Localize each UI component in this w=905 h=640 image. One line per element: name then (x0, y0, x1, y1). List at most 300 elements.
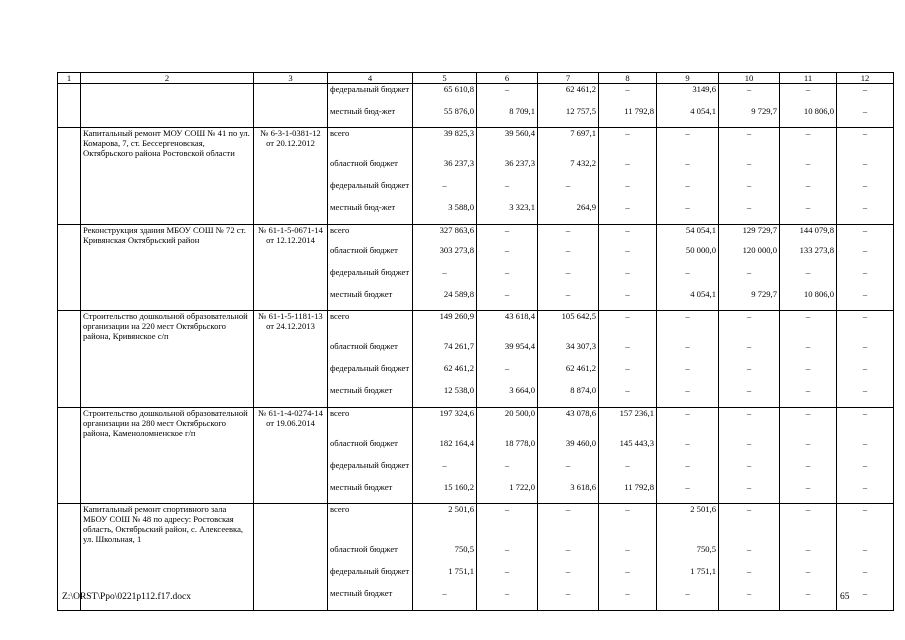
value-cell: – (719, 128, 780, 159)
value-cell: – (837, 385, 894, 407)
value-cell: – (538, 588, 599, 610)
table-row (58, 158, 894, 180)
table-row (58, 385, 894, 407)
value-cell: – (719, 341, 780, 363)
funding-source: областной бюджет (328, 341, 413, 363)
row-number-cell (58, 158, 81, 180)
value-cell: – (837, 84, 894, 106)
row-number-cell (58, 482, 81, 504)
table-row (58, 128, 894, 159)
value-cell: 3 618,6 (538, 482, 599, 504)
value-cell: 1 751,1 (657, 566, 719, 588)
value-cell: 43 078,6 (538, 407, 599, 438)
value-cell: – (719, 311, 780, 342)
funding-source: областной бюджет (328, 544, 413, 566)
value-cell: 7 432,2 (538, 158, 599, 180)
value-cell: – (837, 482, 894, 504)
funding-source: всего (328, 407, 413, 438)
value-cell: 39 954,4 (477, 341, 538, 363)
value-cell: – (477, 363, 538, 385)
document-cell (254, 158, 328, 180)
value-cell: 20 500,0 (477, 407, 538, 438)
value-cell: – (599, 289, 657, 311)
document-cell (254, 106, 328, 128)
value-cell: – (657, 407, 719, 438)
value-cell: – (837, 180, 894, 202)
row-number-cell (58, 566, 81, 588)
object-name-cell: Строительство дошкольной образовательной организации на 280 мест Октябрьского района, Каменоломненское г/п (81, 407, 254, 438)
funding-source: областной бюджет (328, 158, 413, 180)
table-row (58, 566, 894, 588)
value-cell: – (837, 407, 894, 438)
value-cell: – (719, 504, 780, 545)
value-cell: 129 729,7 (719, 224, 780, 245)
value-cell: – (780, 566, 837, 588)
value-cell: – (538, 289, 599, 311)
col-header: 4 (328, 73, 413, 84)
value-cell: – (719, 544, 780, 566)
document-cell (254, 460, 328, 482)
value-cell: – (719, 363, 780, 385)
value-cell: – (599, 566, 657, 588)
value-cell: – (599, 544, 657, 566)
row-number-cell (58, 289, 81, 311)
row-number-cell (58, 544, 81, 566)
value-cell: – (837, 363, 894, 385)
value-cell: – (657, 267, 719, 289)
value-cell: 3 323,1 (477, 202, 538, 224)
value-cell: 3 664,0 (477, 385, 538, 407)
object-name-cell (81, 289, 254, 311)
object-name-cell: Капитальный ремонт МОУ СОШ № 41 по ул. Комарова, 7, ст. Бессергеновская, Октябрьского района Ростовской области (81, 128, 254, 159)
table-row (58, 311, 894, 342)
value-cell: – (538, 180, 599, 202)
value-cell: 120 000,0 (719, 245, 780, 267)
value-cell: – (780, 84, 837, 106)
row-number-cell (58, 385, 81, 407)
row-number-cell (58, 504, 81, 545)
value-cell: – (837, 289, 894, 311)
funding-source: всего (328, 504, 413, 545)
object-name-cell (81, 106, 254, 128)
object-name-cell (81, 180, 254, 202)
page-number: 65 (840, 592, 850, 602)
value-cell: 750,5 (413, 544, 477, 566)
value-cell: – (780, 588, 837, 610)
value-cell: – (780, 544, 837, 566)
value-cell: – (837, 438, 894, 460)
value-cell: – (780, 180, 837, 202)
value-cell: 2 501,6 (413, 504, 477, 545)
value-cell: – (538, 566, 599, 588)
value-cell: 39 560,4 (477, 128, 538, 159)
funding-source: всего (328, 224, 413, 245)
value-cell: – (477, 460, 538, 482)
col-header: 8 (599, 73, 657, 84)
row-number-cell (58, 224, 81, 245)
col-header: 11 (780, 73, 837, 84)
value-cell: – (719, 588, 780, 610)
value-cell: – (599, 385, 657, 407)
document-cell (254, 341, 328, 363)
value-cell: 105 642,5 (538, 311, 599, 342)
value-cell: – (599, 245, 657, 267)
value-cell: – (657, 311, 719, 342)
funding-source: всего (328, 311, 413, 342)
value-cell: – (837, 224, 894, 245)
value-cell: – (538, 460, 599, 482)
value-cell: – (719, 202, 780, 224)
value-cell: 11 792,8 (599, 106, 657, 128)
value-cell: 15 160,2 (413, 482, 477, 504)
value-cell: 197 324,6 (413, 407, 477, 438)
value-cell: 9 729,7 (719, 106, 780, 128)
table-row (58, 363, 894, 385)
row-number-cell (58, 311, 81, 342)
value-cell: – (780, 158, 837, 180)
value-cell: 11 792,8 (599, 482, 657, 504)
value-cell: – (477, 544, 538, 566)
value-cell: 12 757,5 (538, 106, 599, 128)
row-number-cell (58, 407, 81, 438)
value-cell: 62 461,2 (538, 84, 599, 106)
value-cell: – (837, 460, 894, 482)
value-cell: 50 000,0 (657, 245, 719, 267)
table-body (58, 84, 894, 611)
value-cell: – (780, 341, 837, 363)
value-cell: 24 589,8 (413, 289, 477, 311)
value-cell: – (780, 460, 837, 482)
funding-source: местный бюджет (328, 588, 413, 610)
document-cell (254, 202, 328, 224)
value-cell: – (477, 267, 538, 289)
value-cell: – (477, 180, 538, 202)
row-number-cell (58, 202, 81, 224)
object-name-cell: Капитальный ремонт спортивного зала МБОУ СОШ № 48 по адресу: Ростовская область, Октябрьский район, с. Алексеевка, ул. Школьная, 1 (81, 504, 254, 545)
value-cell: 74 261,7 (413, 341, 477, 363)
value-cell: – (657, 180, 719, 202)
object-name-cell (81, 482, 254, 504)
value-cell: – (413, 180, 477, 202)
value-cell: 54 054,1 (657, 224, 719, 245)
col-header: 12 (837, 73, 894, 84)
value-cell: 1 751,1 (413, 566, 477, 588)
value-cell: – (599, 267, 657, 289)
funding-source: всего (328, 128, 413, 159)
value-cell: – (599, 363, 657, 385)
value-cell: 157 236,1 (599, 407, 657, 438)
value-cell: – (413, 267, 477, 289)
value-cell: 36 237,3 (477, 158, 538, 180)
value-cell: – (599, 158, 657, 180)
value-cell: – (837, 566, 894, 588)
col-header: 7 (538, 73, 599, 84)
value-cell: – (837, 544, 894, 566)
document-cell (254, 566, 328, 588)
object-name-cell (81, 84, 254, 106)
row-number-cell (58, 128, 81, 159)
value-cell: 18 778,0 (477, 438, 538, 460)
document-cell (254, 180, 328, 202)
table-row (58, 202, 894, 224)
table-row (58, 407, 894, 438)
value-cell: – (719, 158, 780, 180)
document-cell (254, 289, 328, 311)
value-cell: – (657, 438, 719, 460)
value-cell: – (599, 460, 657, 482)
value-cell: 133 273,8 (780, 245, 837, 267)
value-cell: – (477, 289, 538, 311)
document-cell (254, 504, 328, 545)
col-header: 10 (719, 73, 780, 84)
value-cell: – (599, 128, 657, 159)
value-cell: – (780, 504, 837, 545)
document-cell: № 6-3-1-0381-12 от 20.12.2012 (254, 128, 328, 159)
value-cell: – (719, 460, 780, 482)
document-cell (254, 385, 328, 407)
value-cell: – (477, 566, 538, 588)
column-number-row (58, 73, 894, 84)
document-cell (254, 588, 328, 610)
value-cell: – (780, 385, 837, 407)
value-cell: – (780, 482, 837, 504)
value-cell: 3149,6 (657, 84, 719, 106)
value-cell: 39 825,3 (413, 128, 477, 159)
row-number-cell (58, 267, 81, 289)
funding-source: местный бюджет (328, 482, 413, 504)
value-cell: – (538, 544, 599, 566)
document-cell: № 61-1-5-1181-13 от 24.12.2013 (254, 311, 328, 342)
funding-source: местный бюджет (328, 385, 413, 407)
document-cell (254, 245, 328, 267)
value-cell: – (657, 128, 719, 159)
object-name-cell (81, 267, 254, 289)
value-cell: 12 538,0 (413, 385, 477, 407)
table-row (58, 224, 894, 245)
object-name-cell (81, 460, 254, 482)
object-name-cell (81, 363, 254, 385)
value-cell: – (657, 460, 719, 482)
funding-source: местный бюд-жет (328, 106, 413, 128)
value-cell: – (599, 224, 657, 245)
value-cell: 34 307,3 (538, 341, 599, 363)
object-name-cell (81, 438, 254, 460)
value-cell: – (719, 267, 780, 289)
value-cell: – (599, 84, 657, 106)
object-name-cell (81, 202, 254, 224)
value-cell: – (837, 158, 894, 180)
value-cell: – (837, 588, 894, 610)
value-cell: – (719, 180, 780, 202)
value-cell: – (657, 158, 719, 180)
file-path: Z:\ORST\Ppo\0221p112.f17.docx (62, 592, 191, 602)
value-cell: – (477, 84, 538, 106)
value-cell: – (780, 363, 837, 385)
value-cell: 145 443,3 (599, 438, 657, 460)
value-cell: – (538, 245, 599, 267)
value-cell: 55 876,0 (413, 106, 477, 128)
value-cell: – (599, 311, 657, 342)
value-cell: – (657, 202, 719, 224)
value-cell: – (538, 504, 599, 545)
value-cell: 62 461,2 (413, 363, 477, 385)
value-cell: – (719, 84, 780, 106)
value-cell: 2 501,6 (657, 504, 719, 545)
row-number-cell (58, 460, 81, 482)
row-number-cell (58, 341, 81, 363)
value-cell: – (477, 588, 538, 610)
document-cell (254, 544, 328, 566)
value-cell: 10 806,0 (780, 106, 837, 128)
value-cell: 39 460,0 (538, 438, 599, 460)
value-cell: – (780, 202, 837, 224)
value-cell: 327 863,6 (413, 224, 477, 245)
value-cell: – (599, 341, 657, 363)
col-header: 3 (254, 73, 328, 84)
document-cell: № 61-1-5-0671-14 от 12.12.2014 (254, 224, 328, 245)
table-row (58, 544, 894, 566)
funding-source: федеральный бюджет (328, 363, 413, 385)
value-cell: 264,9 (538, 202, 599, 224)
value-cell: – (538, 224, 599, 245)
table-row (58, 438, 894, 460)
row-number-cell (58, 84, 81, 106)
value-cell: 4 054,1 (657, 289, 719, 311)
col-header: 1 (58, 73, 81, 84)
value-cell: 10 806,0 (780, 289, 837, 311)
funding-source: федеральный бюджет (328, 180, 413, 202)
value-cell: – (780, 407, 837, 438)
value-cell: – (780, 267, 837, 289)
value-cell: 8 709,1 (477, 106, 538, 128)
object-name-cell (81, 341, 254, 363)
value-cell: – (837, 106, 894, 128)
value-cell: – (780, 438, 837, 460)
object-name-cell (81, 566, 254, 588)
value-cell: – (780, 128, 837, 159)
value-cell: 1 722,0 (477, 482, 538, 504)
table-row (58, 84, 894, 106)
table-row (58, 267, 894, 289)
table-row (58, 341, 894, 363)
funding-source: федеральный бюджет (328, 267, 413, 289)
value-cell: – (657, 363, 719, 385)
row-number-cell (58, 245, 81, 267)
value-cell: 4 054,1 (657, 106, 719, 128)
object-name-cell (81, 385, 254, 407)
funding-source: федеральный бюджет (328, 566, 413, 588)
row-number-cell (58, 363, 81, 385)
value-cell: – (837, 504, 894, 545)
value-cell: – (719, 482, 780, 504)
col-header: 9 (657, 73, 719, 84)
value-cell: – (837, 202, 894, 224)
value-cell: 7 697,1 (538, 128, 599, 159)
value-cell: 43 618,4 (477, 311, 538, 342)
value-cell: 750,5 (657, 544, 719, 566)
value-cell: 65 610,8 (413, 84, 477, 106)
object-name-cell (81, 544, 254, 566)
funding-source: местный бюджет (328, 289, 413, 311)
value-cell: – (657, 341, 719, 363)
value-cell: – (837, 341, 894, 363)
value-cell: – (477, 224, 538, 245)
object-name-cell: Строительство дошкольной образовательной организации на 220 мест Октябрьского района, Кривянское с/п (81, 311, 254, 342)
table-row (58, 180, 894, 202)
value-cell: – (413, 588, 477, 610)
budget-table (57, 72, 894, 611)
object-name-cell (81, 158, 254, 180)
value-cell: – (413, 460, 477, 482)
value-cell: – (599, 202, 657, 224)
value-cell: – (538, 267, 599, 289)
col-header: 5 (413, 73, 477, 84)
value-cell: – (599, 588, 657, 610)
row-number-cell (58, 106, 81, 128)
value-cell: 9 729,7 (719, 289, 780, 311)
value-cell: – (719, 438, 780, 460)
document-cell (254, 267, 328, 289)
value-cell: – (599, 180, 657, 202)
value-cell: 8 874,0 (538, 385, 599, 407)
value-cell: 36 237,3 (413, 158, 477, 180)
table-row (58, 245, 894, 267)
value-cell: 62 461,2 (538, 363, 599, 385)
object-name-cell (81, 245, 254, 267)
value-cell: 303 273,8 (413, 245, 477, 267)
table-row (58, 504, 894, 545)
table-row (58, 482, 894, 504)
funding-source: федеральный бюджет (328, 460, 413, 482)
value-cell: – (837, 267, 894, 289)
table-row (58, 460, 894, 482)
funding-source: областной бюджет (328, 438, 413, 460)
value-cell: 149 260,9 (413, 311, 477, 342)
funding-source: федеральный бюджет (328, 84, 413, 106)
value-cell: – (657, 482, 719, 504)
value-cell: – (477, 245, 538, 267)
col-header: 2 (81, 73, 254, 84)
document-cell (254, 84, 328, 106)
col-header: 6 (477, 73, 538, 84)
value-cell: – (837, 245, 894, 267)
document-cell (254, 482, 328, 504)
value-cell: – (599, 504, 657, 545)
value-cell: 3 588,0 (413, 202, 477, 224)
value-cell: – (780, 311, 837, 342)
funding-source: областной бюджет (328, 245, 413, 267)
row-number-cell (58, 438, 81, 460)
document-cell (254, 438, 328, 460)
document-cell: № 61-1-4-0274-14 от 19.06.2014 (254, 407, 328, 438)
row-number-cell (58, 180, 81, 202)
value-cell: – (657, 588, 719, 610)
funding-source: местный бюд-жет (328, 202, 413, 224)
value-cell: – (657, 385, 719, 407)
value-cell: – (837, 311, 894, 342)
table-row (58, 289, 894, 311)
object-name-cell: Реконструкция здания МБОУ СОШ № 72 ст. Кривянская Октябрьский район (81, 224, 254, 245)
value-cell: 144 079,8 (780, 224, 837, 245)
value-cell: – (719, 407, 780, 438)
value-cell: – (719, 566, 780, 588)
table-row (58, 106, 894, 128)
document-cell (254, 363, 328, 385)
value-cell: – (719, 385, 780, 407)
value-cell: 182 164,4 (413, 438, 477, 460)
value-cell: – (477, 504, 538, 545)
value-cell: – (837, 128, 894, 159)
